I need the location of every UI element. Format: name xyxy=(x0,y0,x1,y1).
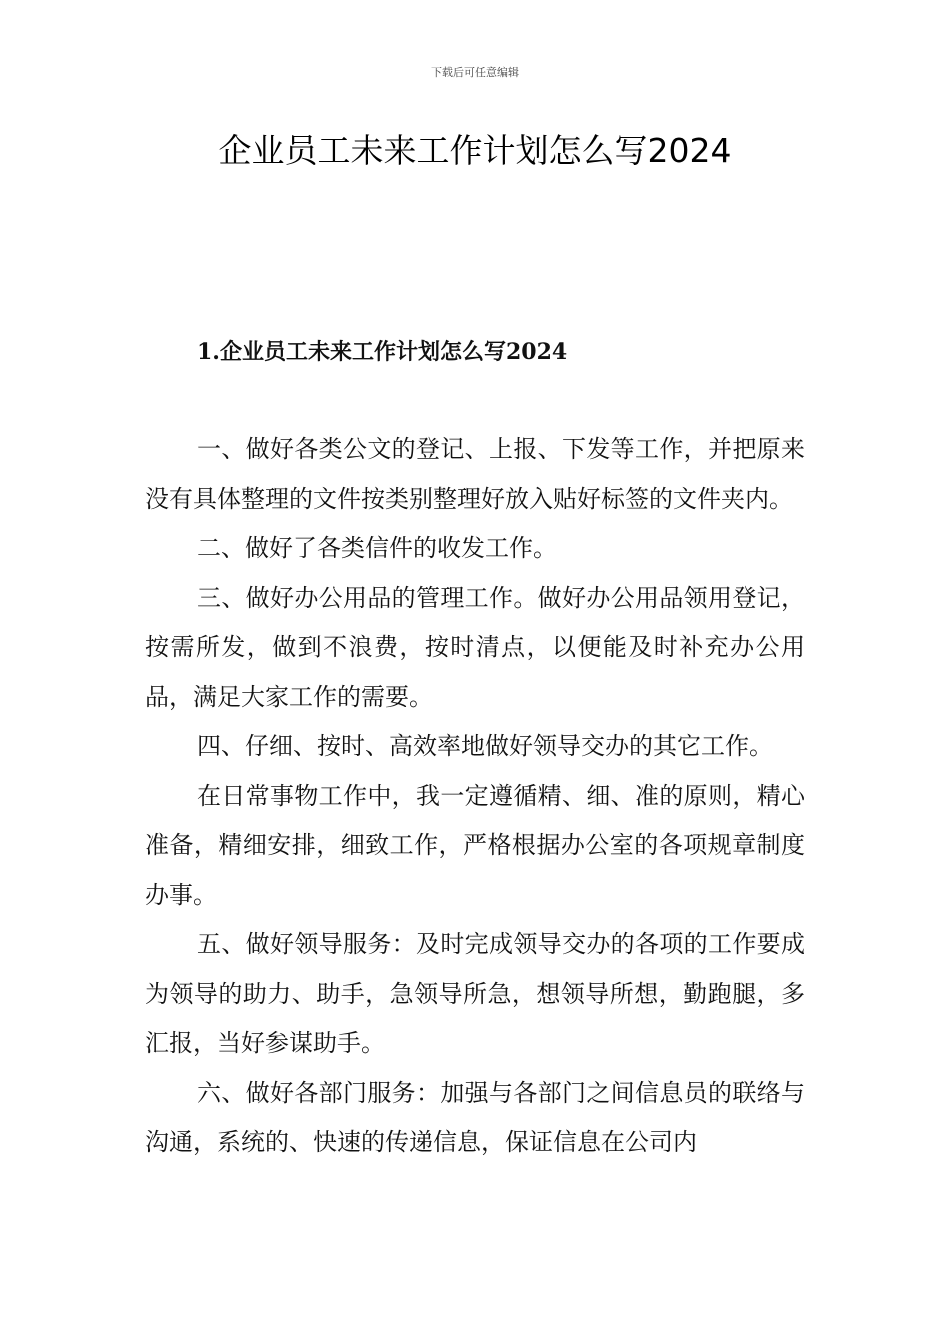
document-body xyxy=(145,425,805,1168)
section-heading: 1.企业员工未来工作计划怎么写2024 xyxy=(197,339,568,365)
paragraph-6: 五、做好领导服务：及时完成领导交办的各项的工作要成为领导的助力、助手，急领导所急，想领导所想，勤跑腿，多汇报，当好参谋助手。 xyxy=(145,930,805,1057)
paragraph-2: 二、做好了各类信件的收发工作。 xyxy=(197,534,557,562)
paragraph-1: 一、做好各类公文的登记、上报、下发等工作，并把原来没有具体整理的文件按类别整理好放入贴好标签的文件夹内。 xyxy=(145,435,805,513)
header-note: 下载后可任意编辑 xyxy=(431,66,519,79)
document-title: 企业员工未来工作计划怎么写2024 xyxy=(218,131,732,170)
paragraph-7: 六、做好各部门服务：加强与各部门之间信息员的联络与沟通，系统的、快速的传递信息，保证信息在公司内 xyxy=(145,1078,805,1156)
paragraph-3: 三、做好办公用品的管理工作。做好办公用品领用登记，按需所发，做到不浪费，按时清点，以便能及时补充办公用品，满足大家工作的需要。 xyxy=(145,583,805,711)
paragraph-5: 在日常事物工作中，我一定遵循精、细、准的原则，精心准备，精细安排，细致工作，严格根据办公室的各项规章制度办事。 xyxy=(145,781,805,909)
paragraph-4: 四、仔细、按时、高效率地做好领导交办的其它工作。 xyxy=(197,732,773,760)
